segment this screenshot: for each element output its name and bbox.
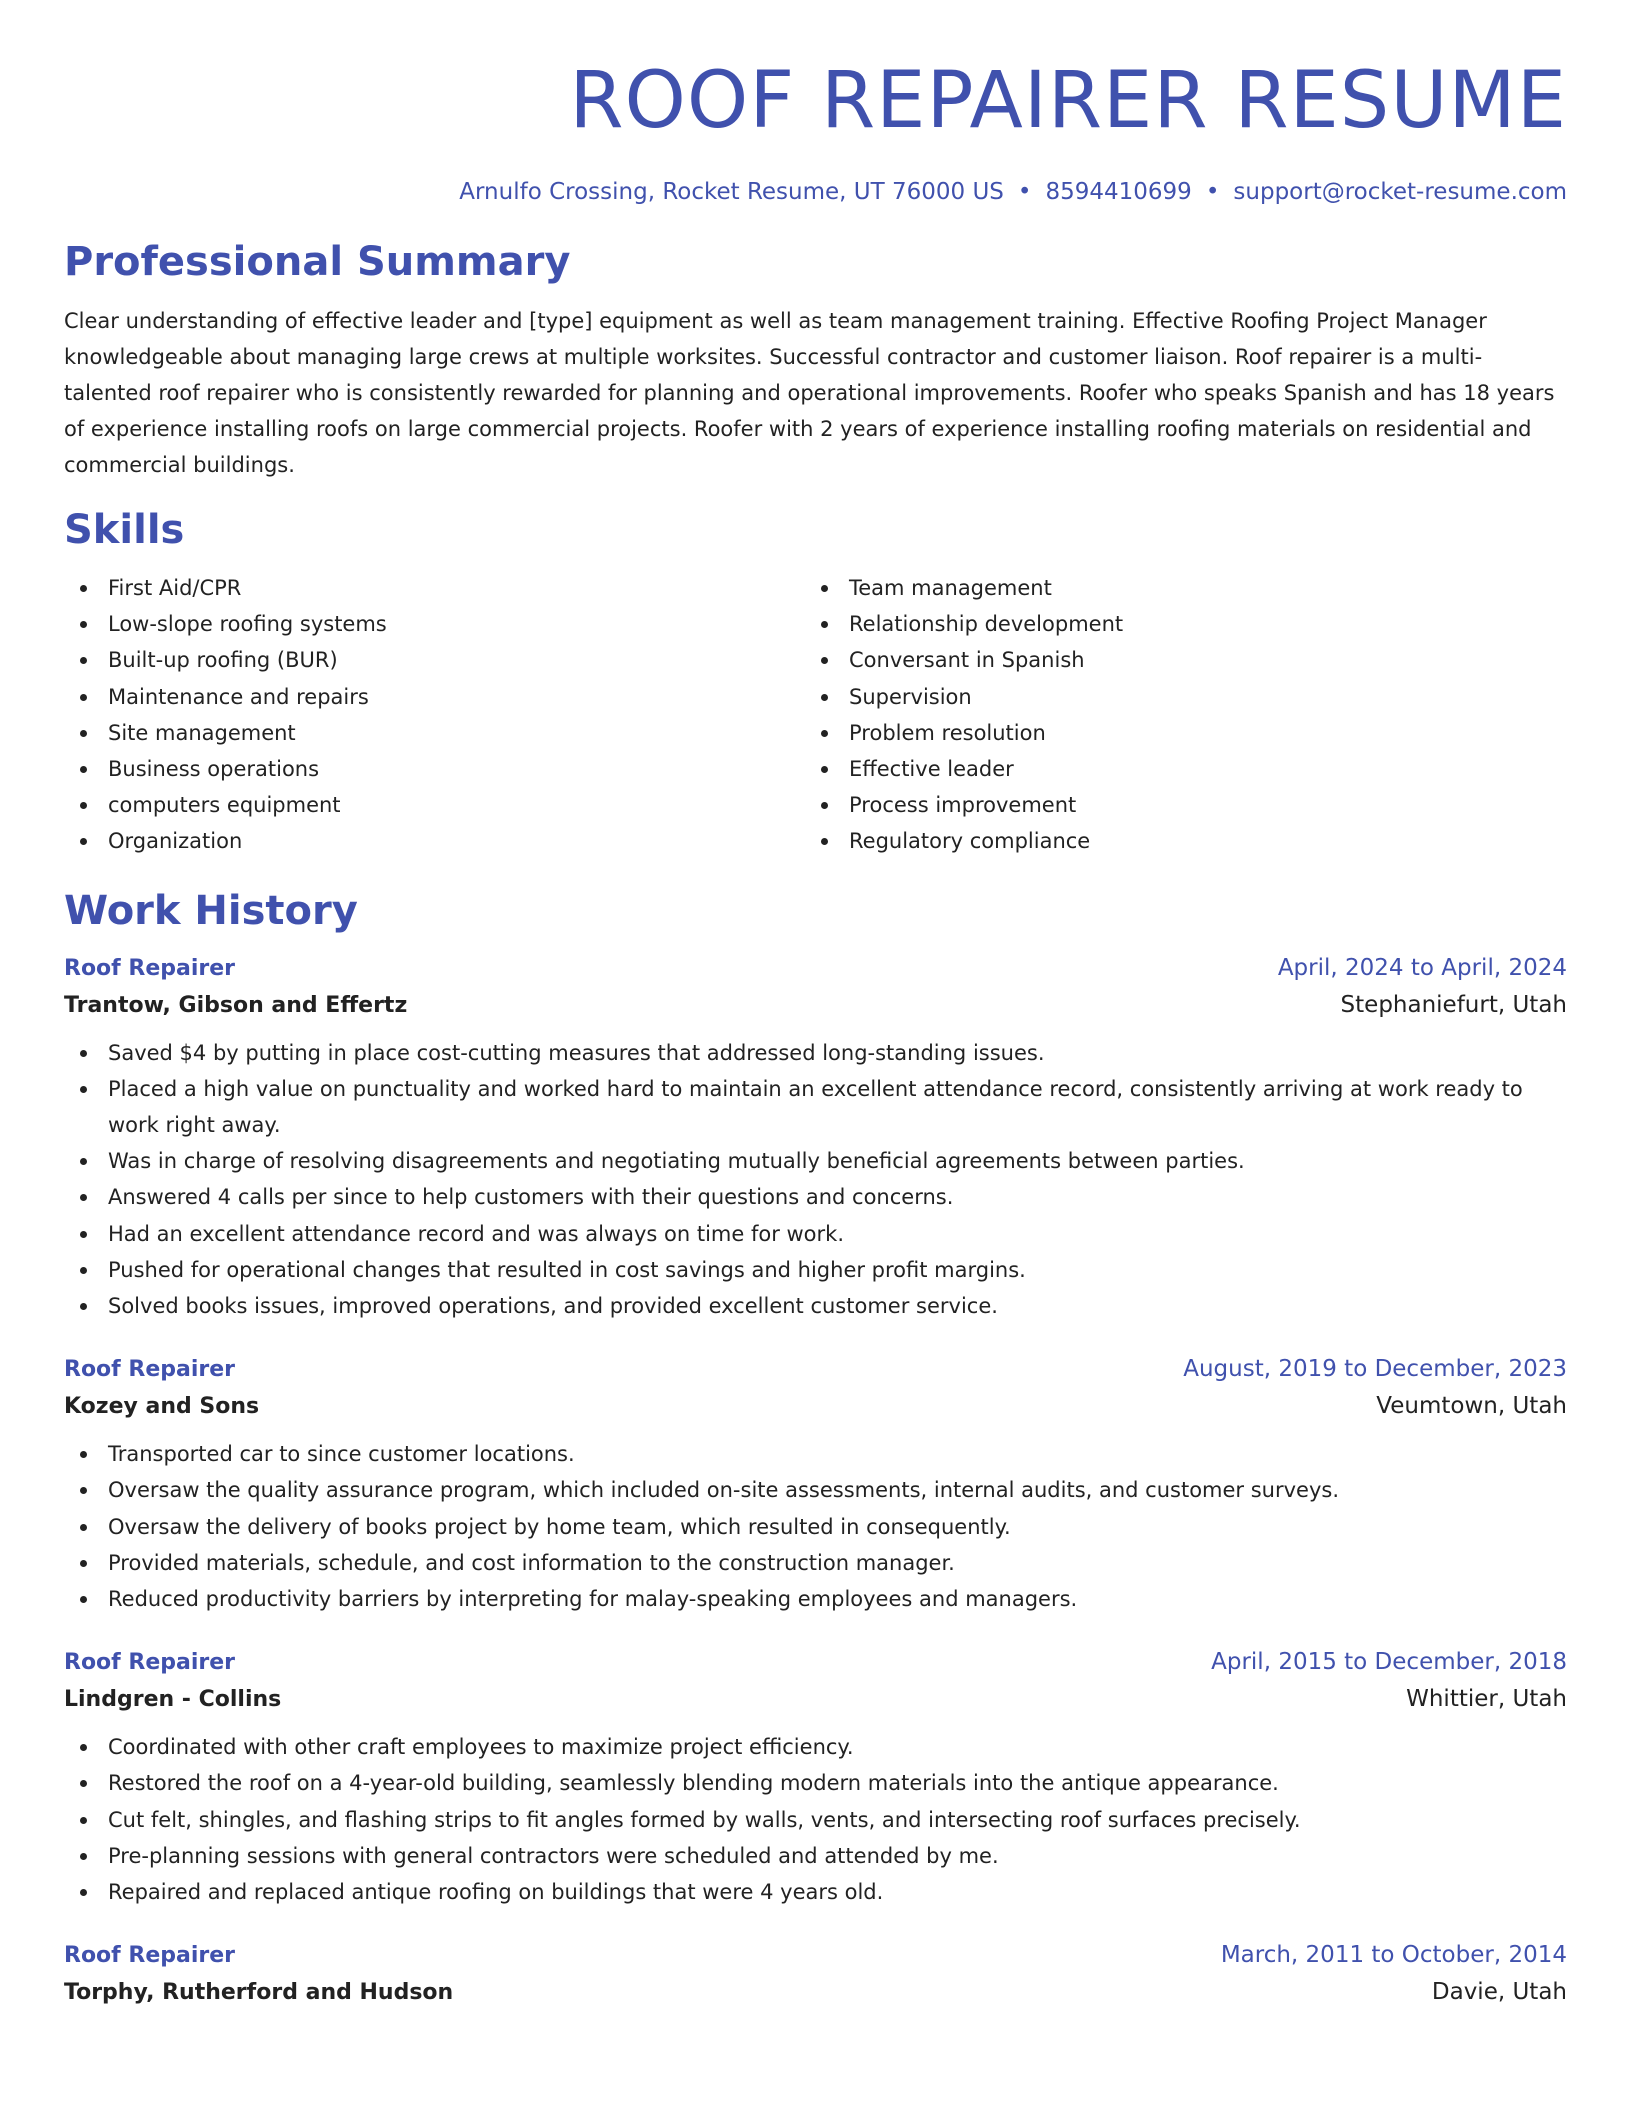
duty-item: Transported car to since customer locations. <box>64 1436 1567 1472</box>
job-duties <box>64 1035 1567 1325</box>
job-subheader <box>64 1981 1567 2004</box>
skill-item: computers equipment <box>64 787 805 823</box>
skill-item: Organization <box>64 823 805 859</box>
job-title: Roof Repairer <box>64 955 236 981</box>
contact-email[interactable]: support@rocket-resume.com <box>1233 179 1567 205</box>
job-entry <box>64 954 1567 1325</box>
contact-separator: • <box>1017 179 1032 205</box>
skills-column-right <box>805 570 1546 860</box>
skills-column-left <box>64 570 805 860</box>
job-company: Kozey and Sons <box>64 1394 260 1420</box>
duty-item: Provided materials, schedule, and cost information to the construction manager. <box>64 1545 1567 1581</box>
duty-item: Saved $4 by putting in place cost-cutting measures that addressed long-standing issues. <box>64 1035 1567 1071</box>
job-dates: April, 2015 to December, 2018 <box>1211 1649 1567 1676</box>
skills-list <box>64 570 1567 860</box>
duty-item: Oversaw the quality assurance program, which included on-site assessments, internal audits, and customer surveys. <box>64 1472 1567 1508</box>
job-header <box>64 1651 1567 1674</box>
skill-item: First Aid/CPR <box>64 570 805 606</box>
resume-title: ROOF REPAIRER RESUME <box>569 56 1567 146</box>
skill-item: Problem resolution <box>805 715 1546 751</box>
job-subheader <box>64 991 1567 1018</box>
skill-item: Regulatory compliance <box>805 823 1546 859</box>
skill-item: Effective leader <box>805 751 1546 787</box>
job-title: Roof Repairer <box>64 1943 236 1969</box>
job-dates: March, 2011 to October, 2014 <box>1220 1942 1567 1969</box>
skill-item: Relationship development <box>805 606 1546 642</box>
duty-item: Repaired and replaced antique roofing on buildings that were 4 years old. <box>64 1874 1567 1910</box>
job-company: Torphy, Rutherford and Hudson <box>64 1980 454 2006</box>
skill-item: Supervision <box>805 679 1546 715</box>
job-location: Davie, Utah <box>1431 1979 1567 2006</box>
skill-item: Maintenance and repairs <box>64 679 805 715</box>
job-company: Trantow, Gibson and Effertz <box>64 992 408 1018</box>
contact-address: Arnulfo Crossing, Rocket Resume, UT 76000 US <box>459 179 1004 205</box>
duty-item: Oversaw the delivery of books project by home team, which resulted in consequently. <box>64 1509 1567 1545</box>
skill-item: Process improvement <box>805 787 1546 823</box>
duty-item: Reduced productivity barriers by interpreting for malay-speaking employees and managers. <box>64 1581 1567 1617</box>
duty-item: Answered 4 calls per since to help customers with their questions and concerns. <box>64 1179 1567 1215</box>
job-header <box>64 954 1567 981</box>
job-dates: April, 2024 to April, 2024 <box>1277 954 1567 981</box>
job-duties <box>64 1729 1567 1910</box>
duty-item: Solved books issues, improved operations, and provided excellent customer service. <box>64 1288 1567 1324</box>
duty-item: Restored the roof on a 4-year-old building, seamlessly blending modern materials into the antique appearance. <box>64 1765 1567 1801</box>
job-subheader <box>64 1688 1567 1711</box>
summary-text: Clear understanding of effective leader and [type] equipment as well as team management training. Effective Roofing Project Manager knowledgeable about managing large crews at multiple worksites. Successful contractor and customer liaison. Roof repairer is a multi-talented roof repairer who is consistently rewarded for planning and operational improvements. Roofer who speaks Spanish and has 18 years of experience installing roofs on large commercial projects. Roofer with 2 years of experience installing roofing materials on residential and commercial buildings. <box>64 309 1555 477</box>
contact-line <box>64 179 1567 205</box>
skills-heading: Skills <box>64 507 185 553</box>
contact-phone: 8594410699 <box>1045 179 1192 205</box>
resume-page <box>64 0 1567 2004</box>
duty-item: Coordinated with other craft employees to maximize project efficiency. <box>64 1729 1567 1765</box>
job-subheader <box>64 1395 1567 1418</box>
duty-item: Pushed for operational changes that resulted in cost savings and higher profit margins. <box>64 1252 1567 1288</box>
skill-item: Low-slope roofing systems <box>64 606 805 642</box>
duty-item: Placed a high value on punctuality and worked hard to maintain an excellent attendance record, consistently arriving at work ready to work right away. <box>64 1071 1567 1143</box>
job-entry <box>64 1651 1567 1910</box>
job-location: Whittier, Utah <box>1406 1686 1567 1713</box>
job-title: Roof Repairer <box>64 1357 236 1383</box>
summary-heading: Professional Summary <box>64 239 571 285</box>
skill-item: Built-up roofing (BUR) <box>64 642 805 678</box>
job-location: Stephaniefurt, Utah <box>1340 991 1567 1018</box>
job-duties <box>64 1436 1567 1617</box>
skill-item: Team management <box>805 570 1546 606</box>
job-dates: August, 2019 to December, 2023 <box>1183 1356 1567 1383</box>
duty-item: Pre-planning sessions with general contractors were scheduled and attended by me. <box>64 1838 1567 1874</box>
job-header <box>64 1944 1567 1967</box>
duty-item: Cut felt, shingles, and flashing strips to fit angles formed by walls, vents, and intersecting roof surfaces precisely. <box>64 1802 1567 1838</box>
work-history-heading: Work History <box>64 887 358 934</box>
job-location: Veumtown, Utah <box>1376 1393 1567 1420</box>
job-company: Lindgren - Collins <box>64 1687 282 1713</box>
contact-separator: • <box>1205 179 1220 205</box>
skill-item: Conversant in Spanish <box>805 642 1546 678</box>
duty-item: Had an excellent attendance record and was always on time for work. <box>64 1216 1567 1252</box>
job-header <box>64 1358 1567 1381</box>
skill-item: Site management <box>64 715 805 751</box>
job-entry <box>64 1944 1567 2004</box>
job-entry <box>64 1358 1567 1617</box>
job-title: Roof Repairer <box>64 1650 236 1676</box>
duty-item: Was in charge of resolving disagreements and negotiating mutually beneficial agreements between parties. <box>64 1143 1567 1179</box>
skill-item: Business operations <box>64 751 805 787</box>
